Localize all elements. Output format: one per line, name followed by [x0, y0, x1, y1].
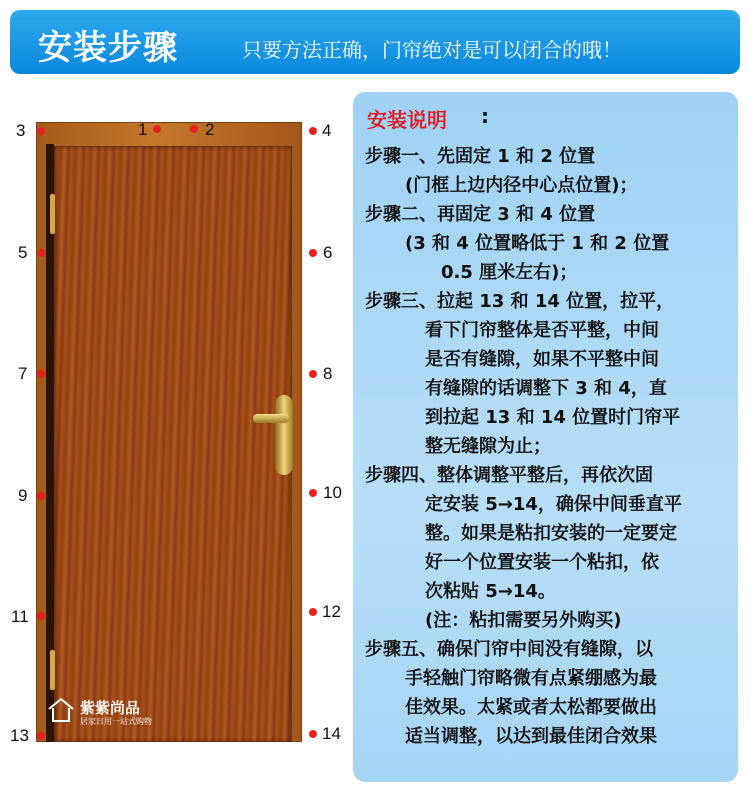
instruction-line: 有缝隙的话调整下 3 和 4，直 — [425, 378, 667, 399]
instruction-line: 到拉起 13 和 14 位置时门帘平 — [425, 407, 681, 428]
banner-subtitle: 只要方法正确，门帘绝对是可以闭合的哦！ — [242, 38, 622, 62]
instruction-line: 步骤五、确保门帘中间没有缝隙，以 — [365, 639, 653, 660]
marker-label-14: 14 — [322, 724, 341, 743]
marker-dot-8 — [309, 370, 317, 378]
instruction-line: 手轻触门帘略微有点紧绷感为最 — [405, 668, 657, 689]
instructions-title-colon: : — [481, 104, 489, 128]
marker-label-13: 13 — [10, 726, 29, 745]
marker-label-12: 12 — [322, 602, 341, 621]
marker-label-5: 5 — [18, 243, 28, 262]
marker-dot-7 — [37, 370, 45, 378]
instruction-line: 好一个位置安装一个粘扣，依 — [425, 552, 659, 573]
door-leaf — [54, 146, 292, 742]
instruction-line: 步骤四、整体调整平整后，再依次固 — [365, 465, 653, 486]
marker-dot-9 — [37, 492, 45, 500]
marker-label-6: 6 — [323, 243, 333, 262]
marker-dot-4 — [309, 127, 317, 135]
instructions-panel — [353, 92, 738, 782]
marker-dot-14 — [309, 730, 317, 738]
instruction-note: (注：粘扣需要另外购买) — [425, 610, 622, 631]
marker-dot-12 — [309, 608, 317, 616]
instruction-line: 佳效果。太紧或者太松都要做出 — [405, 697, 657, 718]
instruction-line: 适当调整，以达到最佳闭合效果 — [405, 726, 657, 747]
instruction-line: 次粘贴 5→14。 — [425, 581, 556, 602]
instruction-line: 是否有缝隙，如果不平整中间 — [425, 349, 659, 370]
marker-label-7: 7 — [18, 364, 28, 383]
banner-title: 安装步骤 — [38, 28, 178, 68]
instruction-line: 整。如果是粘扣安装的一定要定 — [425, 523, 677, 544]
instruction-line: 定安装 5→14，确保中间垂直平 — [425, 494, 682, 515]
header-banner — [10, 10, 740, 74]
marker-dot-2 — [190, 125, 198, 133]
door-handle-plate — [275, 395, 293, 475]
door-handle-lever — [253, 414, 289, 423]
marker-label-8: 8 — [323, 364, 333, 383]
instructions-title: 安装说明 — [367, 108, 447, 132]
instruction-line: 0.5 厘米左右)； — [441, 262, 578, 283]
marker-dot-3 — [37, 127, 45, 135]
logo-name: 紫紫尚品 — [80, 699, 141, 717]
brand-logo — [46, 695, 156, 729]
instruction-line: 看下门帘整体是否平整，中间 — [425, 320, 659, 341]
instruction-line: 整无缝隙为止； — [425, 436, 551, 457]
marker-label-4: 4 — [322, 121, 332, 140]
marker-label-3: 3 — [16, 121, 26, 140]
marker-label-1: 1 — [138, 120, 148, 139]
marker-dot-6 — [309, 249, 317, 257]
marker-label-2: 2 — [205, 120, 215, 139]
marker-dot-13 — [37, 732, 45, 740]
door-illustration — [0, 90, 360, 790]
marker-label-10: 10 — [323, 483, 342, 502]
instruction-line: 步骤二、再固定 3 和 4 位置 — [365, 204, 596, 225]
marker-dot-1 — [153, 125, 161, 133]
marker-label-11: 11 — [11, 607, 29, 626]
marker-dot-11 — [37, 612, 45, 620]
hinge-top — [50, 194, 55, 234]
instruction-line: (3 和 4 位置略低于 1 和 2 位置 — [405, 233, 670, 254]
house-icon — [46, 695, 76, 725]
marker-label-9: 9 — [18, 486, 28, 505]
marker-dot-5 — [37, 249, 45, 257]
logo-tagline: 居家日用一站式购物 — [80, 717, 152, 726]
instruction-line: (门框上边内径中心点位置)； — [405, 175, 638, 196]
marker-dot-10 — [309, 489, 317, 497]
hinge-bottom — [50, 650, 55, 690]
instruction-line: 步骤一、先固定 1 和 2 位置 — [365, 146, 596, 167]
instruction-line: 步骤三、拉起 13 和 14 位置，拉平， — [365, 291, 675, 312]
